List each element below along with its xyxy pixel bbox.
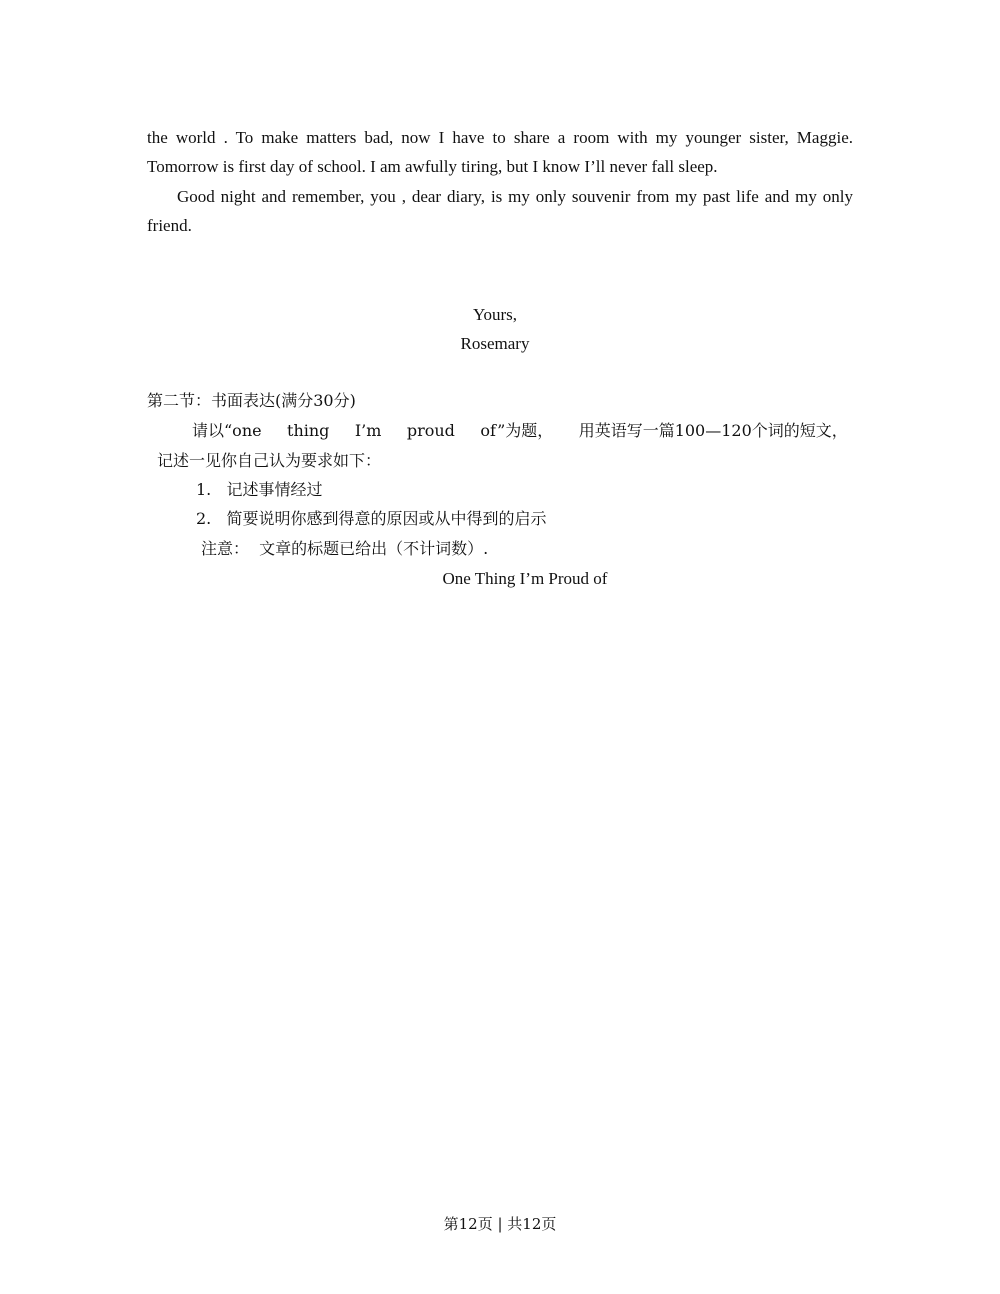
letter-line-4: friend. — [147, 216, 192, 235]
letter-line-2: Tomorrow is first day of school. I am awfully tiring, but I know I’ll never fall sleep. — [147, 157, 718, 176]
page-footer: 第12页 | 共12页 — [443, 1215, 557, 1233]
requirement-2: 2. 简要说明你感到得意的原因或从中得到的启示 — [196, 509, 547, 528]
requirement-1: 1. 记述事情经过 — [196, 480, 323, 499]
writing-prompt-line-1: 请以“one thing I’m proud of”为题， 用英语写一篇100—120个词的短文， — [192, 421, 848, 440]
essay-title: One Thing I’m Proud of — [442, 569, 608, 588]
note: 注意： 文章的标题已给出（不计词数）. — [201, 539, 489, 558]
letter-line-1: the world . To make matters bad, now I have to share a room with my younger sister, Maggie. — [147, 128, 853, 147]
writing-prompt-line-2: 记述一见你自己认为要求如下： — [157, 451, 382, 470]
section-heading: 第二节：书面表达(满分30分) — [147, 391, 356, 410]
letter-line-3: Good night and remember, you , dear diary, is my only souvenir from my past life and my only — [177, 187, 853, 206]
letter-signature: Rosemary — [460, 334, 530, 353]
letter-closing: Yours, — [472, 305, 518, 324]
